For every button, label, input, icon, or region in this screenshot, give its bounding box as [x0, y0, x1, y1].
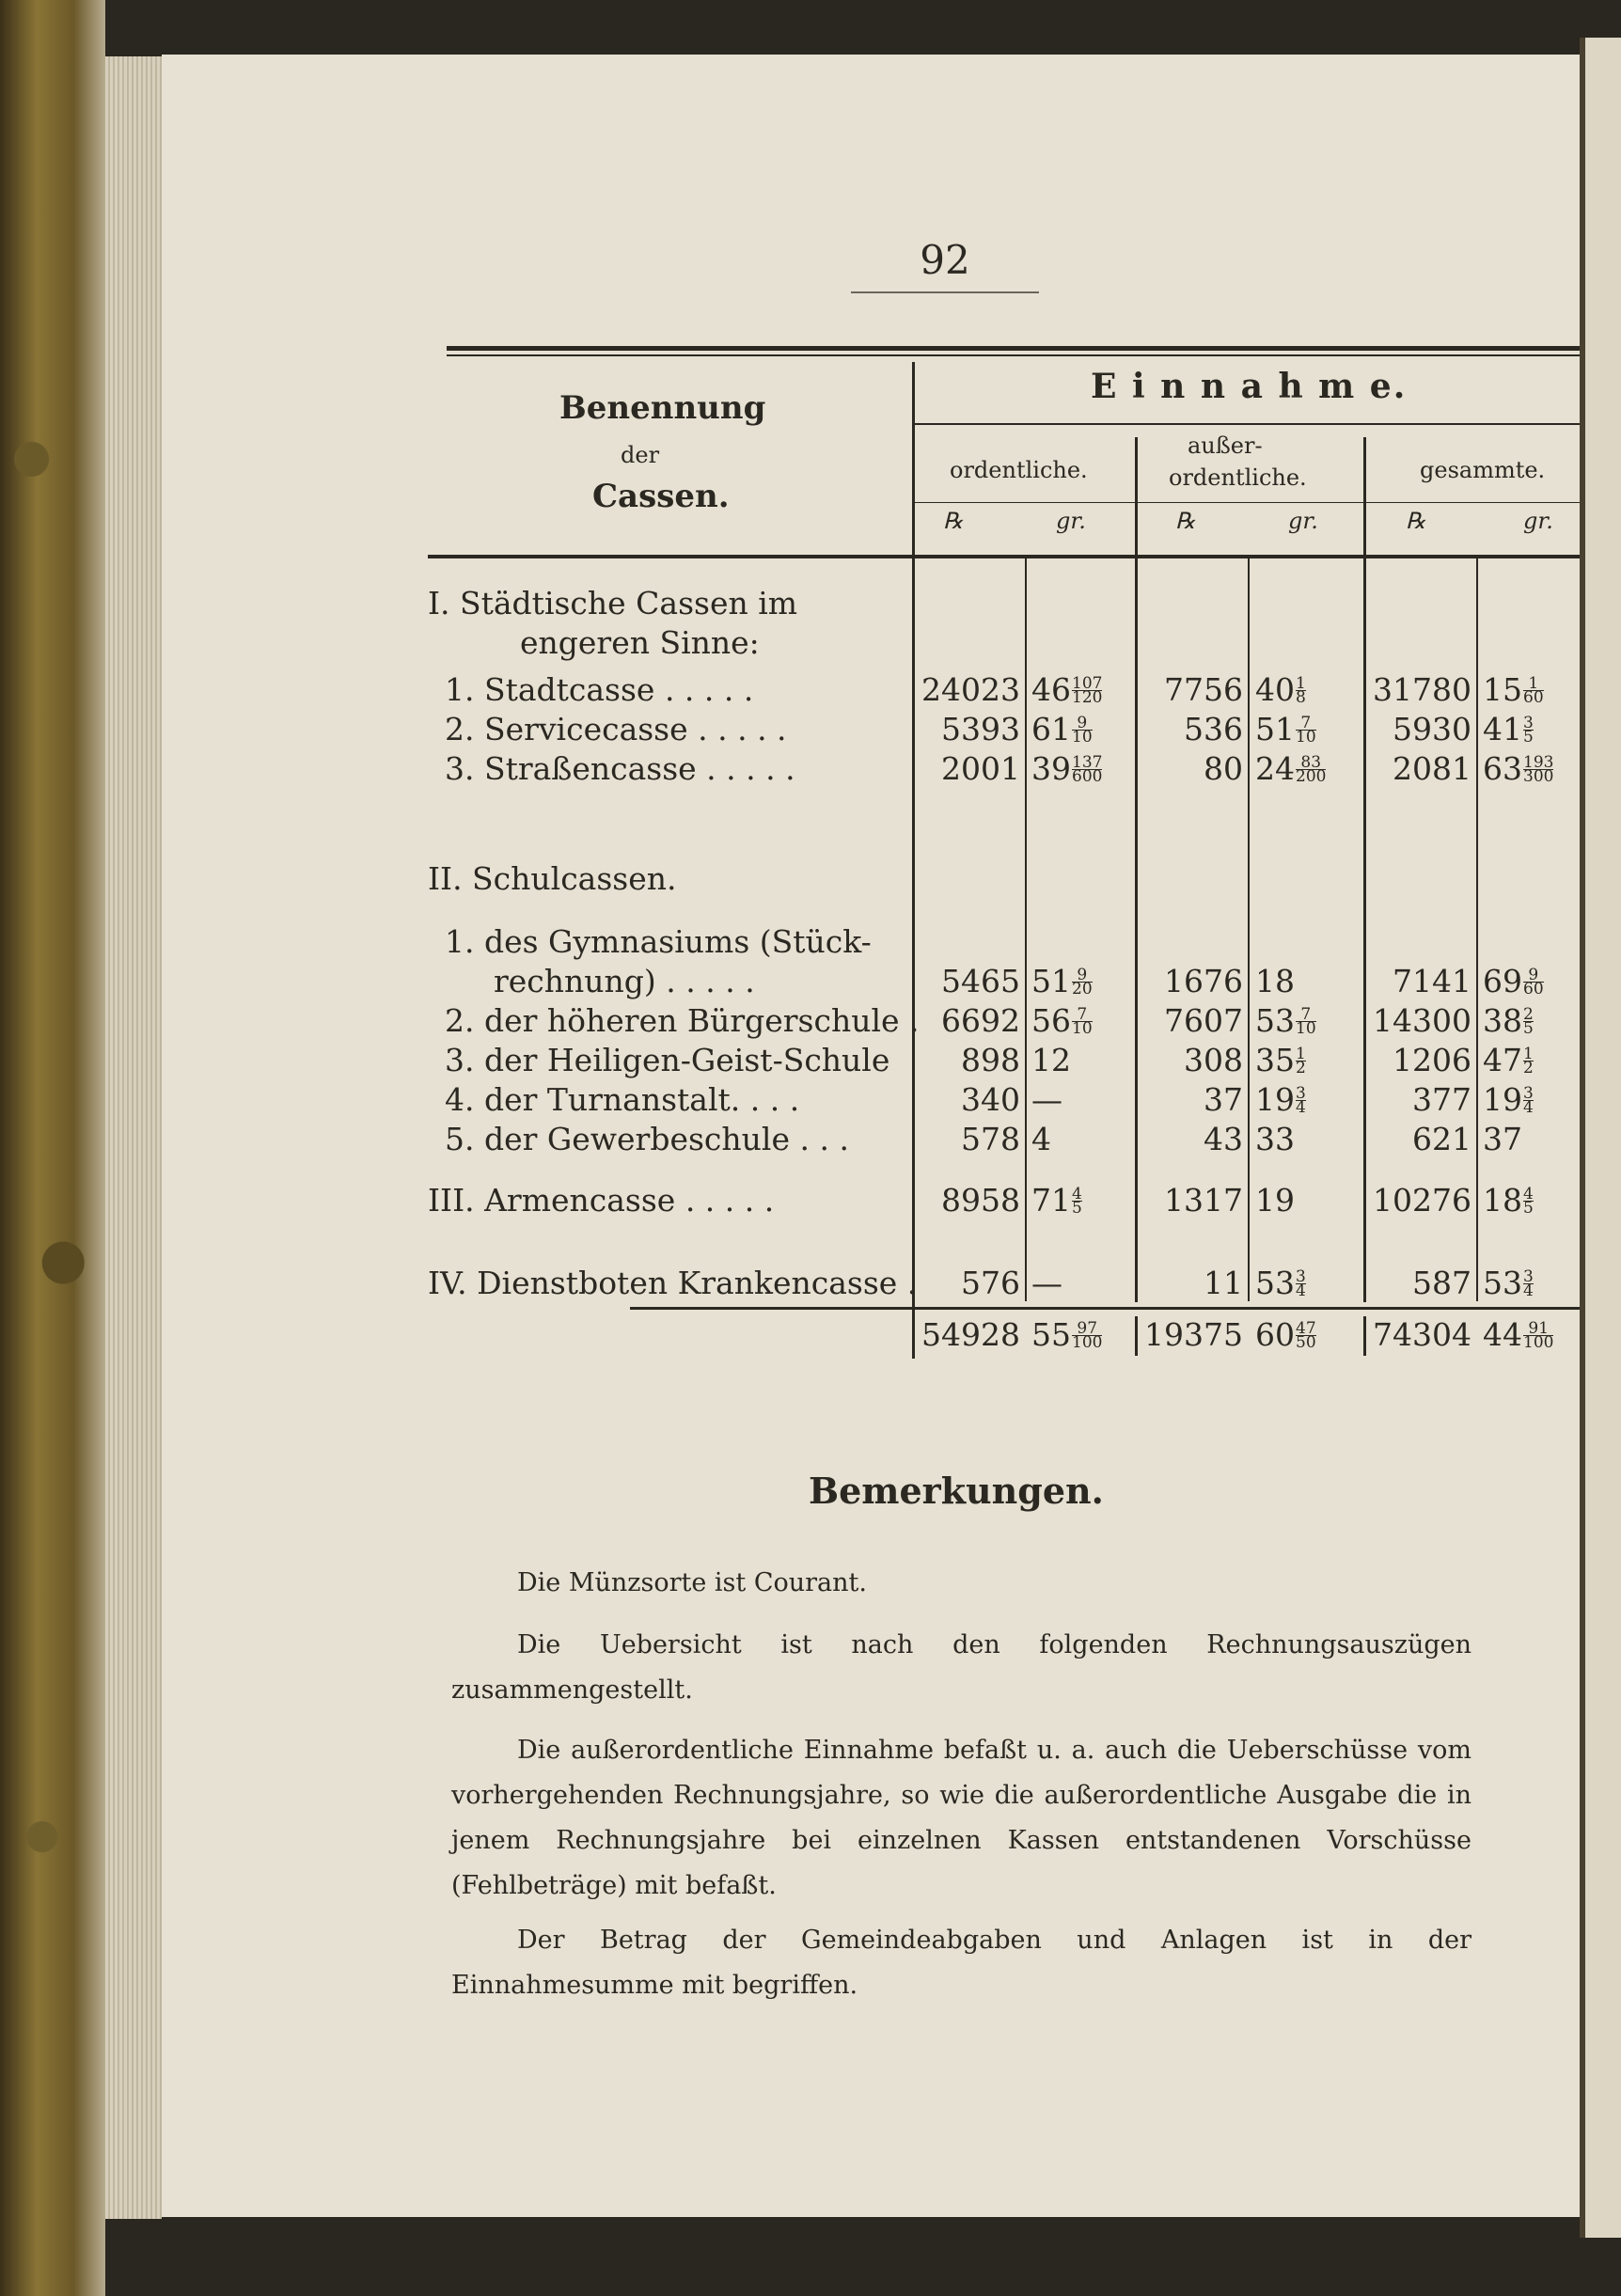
totals-groschen-fraction-1: $\frac{47}{50}$	[1296, 1319, 1316, 1352]
row-2-thaler-0: 2001	[941, 750, 1020, 787]
row-6-thaler-2: 377	[1412, 1081, 1471, 1118]
header-bottom-rule	[428, 555, 1580, 558]
row-0-groschen-1	[1255, 671, 1306, 708]
row-3-groschen-1	[1255, 963, 1295, 999]
totals-divider-1	[912, 1316, 915, 1356]
totals-groschen-fraction-0: $\frac{97}{100}$	[1072, 1319, 1103, 1352]
row-7-groschen-2	[1483, 1121, 1522, 1157]
row-5-groschen-value-2: 47	[1483, 1042, 1522, 1078]
remark-3-text: Die außerordentliche Einnahme befaßt u. a. auch die Ueberschüsse vom vorhergehenden Rechnungsjahre, so wie die außerordentliche Ausgabe die in jenem Rechnungsjahre bei einzelnen Kassen entstandenen Vorschüsse (Fehlbeträge) mit befaßt.	[451, 1736, 1471, 1900]
totals-divider-3	[1363, 1316, 1366, 1356]
row-2-groschen-fraction-0: $\frac{137}{600}$	[1072, 753, 1103, 786]
row-2-groschen-value-0: 39	[1031, 750, 1071, 787]
row-1-groschen-1	[1255, 711, 1316, 747]
unit-gr-1: gr.	[1056, 508, 1086, 534]
row-0-groschen-2	[1483, 671, 1544, 708]
row-6-groschen-2	[1483, 1081, 1534, 1118]
row-9-groschen-1	[1255, 1265, 1306, 1301]
row-8-thaler-1: 1317	[1164, 1182, 1243, 1219]
col-divider-3	[1363, 437, 1366, 1302]
row-1-groschen-value-0: 61	[1031, 711, 1071, 747]
row-9-thaler-2: 587	[1412, 1265, 1471, 1301]
remark-1-text: Die Münzsorte ist Courant.	[517, 1568, 867, 1597]
page-number: 92	[920, 237, 970, 283]
col-divider-a	[1248, 558, 1250, 1301]
row-1-groschen-0	[1031, 711, 1093, 747]
row-1-groschen-fraction-2: $\frac{3}{5}$	[1523, 714, 1534, 747]
totals-thaler-2: 74304	[1373, 1316, 1471, 1353]
remark-2-text: Die Uebersicht ist nach den folgenden Rechnungsauszügen zusammengestellt.	[451, 1630, 1471, 1705]
col-divider-g	[1476, 558, 1478, 1301]
row-4-groschen-value-0: 56	[1031, 1002, 1071, 1039]
section-3-label: III. Armencasse . . . . .	[428, 1182, 775, 1219]
col-divider-2	[1135, 437, 1138, 1302]
remarks-title: Bemerkungen.	[809, 1470, 1104, 1512]
row-label-strassencasse: 3. Straßencasse . . . . .	[445, 750, 795, 787]
totals-thaler-1: 19375	[1144, 1316, 1243, 1353]
row-9-thaler-1: 11	[1204, 1265, 1243, 1301]
row-8-thaler-2: 10276	[1373, 1182, 1471, 1219]
row-2-groschen-value-1: 24	[1255, 750, 1295, 787]
facing-page-edge	[1580, 38, 1621, 2238]
row-9-groschen-value-0: —	[1031, 1265, 1062, 1301]
unit-gr-3: gr.	[1523, 508, 1553, 534]
totals-groschen-value-1: 60	[1255, 1316, 1295, 1353]
row-3-thaler-0: 5465	[941, 963, 1020, 999]
header-ausser-2: ordentliche.	[1169, 464, 1307, 491]
row-0-groschen-fraction-0: $\frac{107}{120}$	[1072, 674, 1103, 707]
row-1-thaler-0: 5393	[941, 711, 1020, 747]
unit-thaler-3: ℞	[1406, 508, 1426, 534]
row-label-gewerbeschule: 5. der Gewerbeschule . . .	[445, 1121, 849, 1157]
row-label-stadtcasse: 1. Stadtcasse . . . . .	[445, 671, 754, 708]
totals-divider-2	[1135, 1316, 1138, 1356]
row-0-groschen-value-1: 40	[1255, 671, 1295, 708]
col-divider-o	[1025, 558, 1027, 1301]
row-6-groschen-fraction-1: $\frac{3}{4}$	[1296, 1084, 1306, 1117]
row-1-groschen-fraction-1: $\frac{7}{10}$	[1296, 714, 1316, 747]
row-0-thaler-0: 24023	[921, 671, 1020, 708]
row-4-groschen-value-2: 38	[1483, 1002, 1522, 1039]
header-ausser-1: außer-	[1188, 432, 1263, 459]
row-label-turnanstalt: 4. der Turnanstalt. . . .	[445, 1081, 800, 1118]
row-1-groschen-fraction-0: $\frac{9}{10}$	[1072, 714, 1093, 747]
row-4-groschen-1	[1255, 1002, 1316, 1039]
row-1-groschen-value-1: 51	[1255, 711, 1295, 747]
row-6-thaler-0: 340	[961, 1081, 1020, 1118]
row-8-groschen-0	[1031, 1182, 1082, 1219]
row-9-groschen-value-1: 53	[1255, 1265, 1295, 1301]
row-8-groschen-fraction-2: $\frac{4}{5}$	[1523, 1185, 1534, 1218]
row-4-groschen-2	[1483, 1002, 1534, 1039]
row-4-groschen-fraction-2: $\frac{2}{5}$	[1523, 1005, 1534, 1038]
row-5-groschen-value-1: 35	[1255, 1042, 1295, 1078]
row-label-buergerschule: 2. der höheren Bürgerschule .	[445, 1002, 920, 1039]
row-2-groschen-fraction-2: $\frac{193}{300}$	[1523, 753, 1554, 786]
row-8-groschen-value-1: 19	[1255, 1182, 1295, 1219]
row-6-groschen-1	[1255, 1081, 1306, 1118]
row-4-groschen-fraction-0: $\frac{7}{10}$	[1072, 1005, 1093, 1038]
totals-groschen-1	[1255, 1316, 1316, 1353]
row-6-groschen-value-0: —	[1031, 1081, 1062, 1118]
header-der: der	[621, 442, 660, 468]
row-label-servicecasse: 2. Servicecasse . . . . .	[445, 711, 787, 747]
table-top-rule	[447, 346, 1580, 351]
unit-thaler-2: ℞	[1175, 508, 1196, 534]
row-7-thaler-0: 578	[961, 1121, 1020, 1157]
row-9-groschen-fraction-2: $\frac{3}{4}$	[1523, 1267, 1534, 1300]
table-top-rule-thin	[447, 354, 1580, 356]
row-3-thaler-1: 1676	[1164, 963, 1243, 999]
section-1-title: I. Städtische Cassen im	[428, 585, 798, 621]
totals-groschen-value-2: 44	[1483, 1316, 1522, 1353]
row-0-groschen-value-0: 46	[1031, 671, 1071, 708]
row-5-groschen-fraction-2: $\frac{1}{2}$	[1523, 1045, 1534, 1077]
row-label-heiliggeist: 3. der Heiligen-Geist-Schule	[445, 1042, 890, 1078]
row-0-groschen-fraction-2: $\frac{1}{60}$	[1523, 674, 1544, 707]
row-8-groschen-2	[1483, 1182, 1534, 1219]
einnahme-rule	[912, 423, 1580, 425]
row-9-thaler-0: 576	[961, 1265, 1020, 1301]
row-9-groschen-value-2: 53	[1483, 1265, 1522, 1301]
row-2-groschen-1	[1255, 750, 1326, 787]
row-7-groschen-value-2: 37	[1483, 1121, 1522, 1157]
row-5-groschen-fraction-1: $\frac{1}{2}$	[1296, 1045, 1306, 1077]
row-3-groschen-value-0: 51	[1031, 963, 1071, 999]
unit-thaler-1: ℞	[943, 508, 964, 534]
remark-4	[451, 1918, 1471, 2008]
totals-rule	[630, 1307, 1580, 1310]
row-5-thaler-0: 898	[961, 1042, 1020, 1078]
header-cassen: Cassen.	[592, 478, 730, 515]
row-1-groschen-2	[1483, 711, 1534, 747]
row-8-groschen-1	[1255, 1182, 1295, 1219]
row-0-thaler-1: 7756	[1164, 671, 1243, 708]
row-4-thaler-1: 7607	[1164, 1002, 1243, 1039]
header-ordentliche: ordentliche.	[950, 457, 1088, 483]
row-9-groschen-fraction-1: $\frac{3}{4}$	[1296, 1267, 1306, 1300]
row-5-groschen-value-0: 12	[1031, 1042, 1071, 1078]
row-9-groschen-0	[1031, 1265, 1062, 1301]
row-3-groschen-value-1: 18	[1255, 963, 1295, 999]
unit-gr-2: gr.	[1288, 508, 1318, 534]
income-table	[428, 338, 1580, 1353]
header-benennung: Benennung	[559, 389, 766, 427]
row-3-groschen-value-2: 69	[1483, 963, 1522, 999]
row-2-thaler-2: 2081	[1393, 750, 1471, 787]
row-9-groschen-2	[1483, 1265, 1534, 1301]
totals-thaler-0: 54928	[921, 1316, 1020, 1353]
remark-3	[451, 1728, 1471, 1909]
row-5-groschen-0	[1031, 1042, 1071, 1078]
row-7-groschen-1	[1255, 1121, 1295, 1157]
row-label-gymnasium: 1. des Gymnasiums (Stück-	[445, 923, 872, 960]
row-7-thaler-1: 43	[1204, 1121, 1243, 1157]
page-edges	[105, 56, 162, 2219]
row-1-groschen-value-2: 41	[1483, 711, 1522, 747]
col-divider-1	[912, 362, 915, 1359]
row-1-thaler-1: 536	[1184, 711, 1243, 747]
header-einnahme: E i n n a h m e.	[1091, 367, 1408, 406]
row-3-thaler-2: 7141	[1393, 963, 1471, 999]
page-number-rule	[851, 291, 1039, 293]
row-3-groschen-2	[1483, 963, 1544, 999]
totals-groschen-2	[1483, 1316, 1553, 1353]
row-0-groschen-value-2: 15	[1483, 671, 1522, 708]
row-6-groschen-value-2: 19	[1483, 1081, 1522, 1118]
section-1-subtitle: engeren Sinne:	[520, 624, 760, 661]
row-0-groschen-fraction-1: $\frac{1}{8}$	[1296, 674, 1306, 707]
remark-4-text: Der Betrag der Gemeindeabgaben und Anlagen ist in der Einnahmesumme mit begriffen.	[451, 1926, 1471, 2000]
row-8-thaler-0: 8958	[941, 1182, 1020, 1219]
remark-1	[451, 1561, 1471, 1606]
row-5-groschen-2	[1483, 1042, 1534, 1078]
row-7-thaler-2: 621	[1412, 1121, 1471, 1157]
row-6-groschen-fraction-2: $\frac{3}{4}$	[1523, 1084, 1534, 1117]
totals-groschen-value-0: 55	[1031, 1316, 1071, 1353]
row-5-thaler-2: 1206	[1393, 1042, 1471, 1078]
row-4-groschen-value-1: 53	[1255, 1002, 1295, 1039]
row-8-groschen-value-0: 71	[1031, 1182, 1071, 1219]
row-7-groschen-0	[1031, 1121, 1051, 1157]
row-1-thaler-2: 5930	[1393, 711, 1471, 747]
row-3-groschen-fraction-0: $\frac{9}{20}$	[1072, 966, 1093, 999]
row-6-groschen-value-1: 19	[1255, 1081, 1295, 1118]
row-8-groschen-value-2: 18	[1483, 1182, 1522, 1219]
book-cover-left	[0, 0, 105, 2296]
row-4-groschen-0	[1031, 1002, 1093, 1039]
row-2-thaler-1: 80	[1204, 750, 1243, 787]
row-2-groschen-0	[1031, 750, 1102, 787]
row-2-groschen-2	[1483, 750, 1553, 787]
row-label-gymnasium-2: rechnung) . . . . .	[494, 963, 755, 999]
row-7-groschen-value-0: 4	[1031, 1121, 1051, 1157]
section-2-title: II. Schulcassen.	[428, 860, 677, 897]
subheader-rule	[912, 502, 1580, 503]
row-6-thaler-1: 37	[1204, 1081, 1243, 1118]
row-7-groschen-value-1: 33	[1255, 1121, 1295, 1157]
row-8-groschen-fraction-0: $\frac{4}{5}$	[1072, 1185, 1082, 1218]
row-3-groschen-fraction-2: $\frac{9}{60}$	[1523, 966, 1544, 999]
row-0-thaler-2: 31780	[1373, 671, 1471, 708]
totals-groschen-0	[1031, 1316, 1102, 1353]
row-2-groschen-fraction-1: $\frac{83}{200}$	[1296, 753, 1327, 786]
row-5-thaler-1: 308	[1184, 1042, 1243, 1078]
row-4-thaler-2: 14300	[1373, 1002, 1471, 1039]
row-5-groschen-1	[1255, 1042, 1306, 1078]
section-4-label: IV. Dienstboten Krankencasse .	[428, 1265, 918, 1301]
row-2-groschen-value-2: 63	[1483, 750, 1522, 787]
row-4-groschen-fraction-1: $\frac{7}{10}$	[1296, 1005, 1316, 1038]
totals-groschen-fraction-2: $\frac{91}{100}$	[1523, 1319, 1554, 1352]
row-3-groschen-0	[1031, 963, 1093, 999]
row-0-groschen-0	[1031, 671, 1102, 708]
remark-2	[451, 1623, 1471, 1713]
row-4-thaler-0: 6692	[941, 1002, 1020, 1039]
header-gesammte: gesammte.	[1420, 457, 1546, 483]
row-6-groschen-0	[1031, 1081, 1062, 1118]
